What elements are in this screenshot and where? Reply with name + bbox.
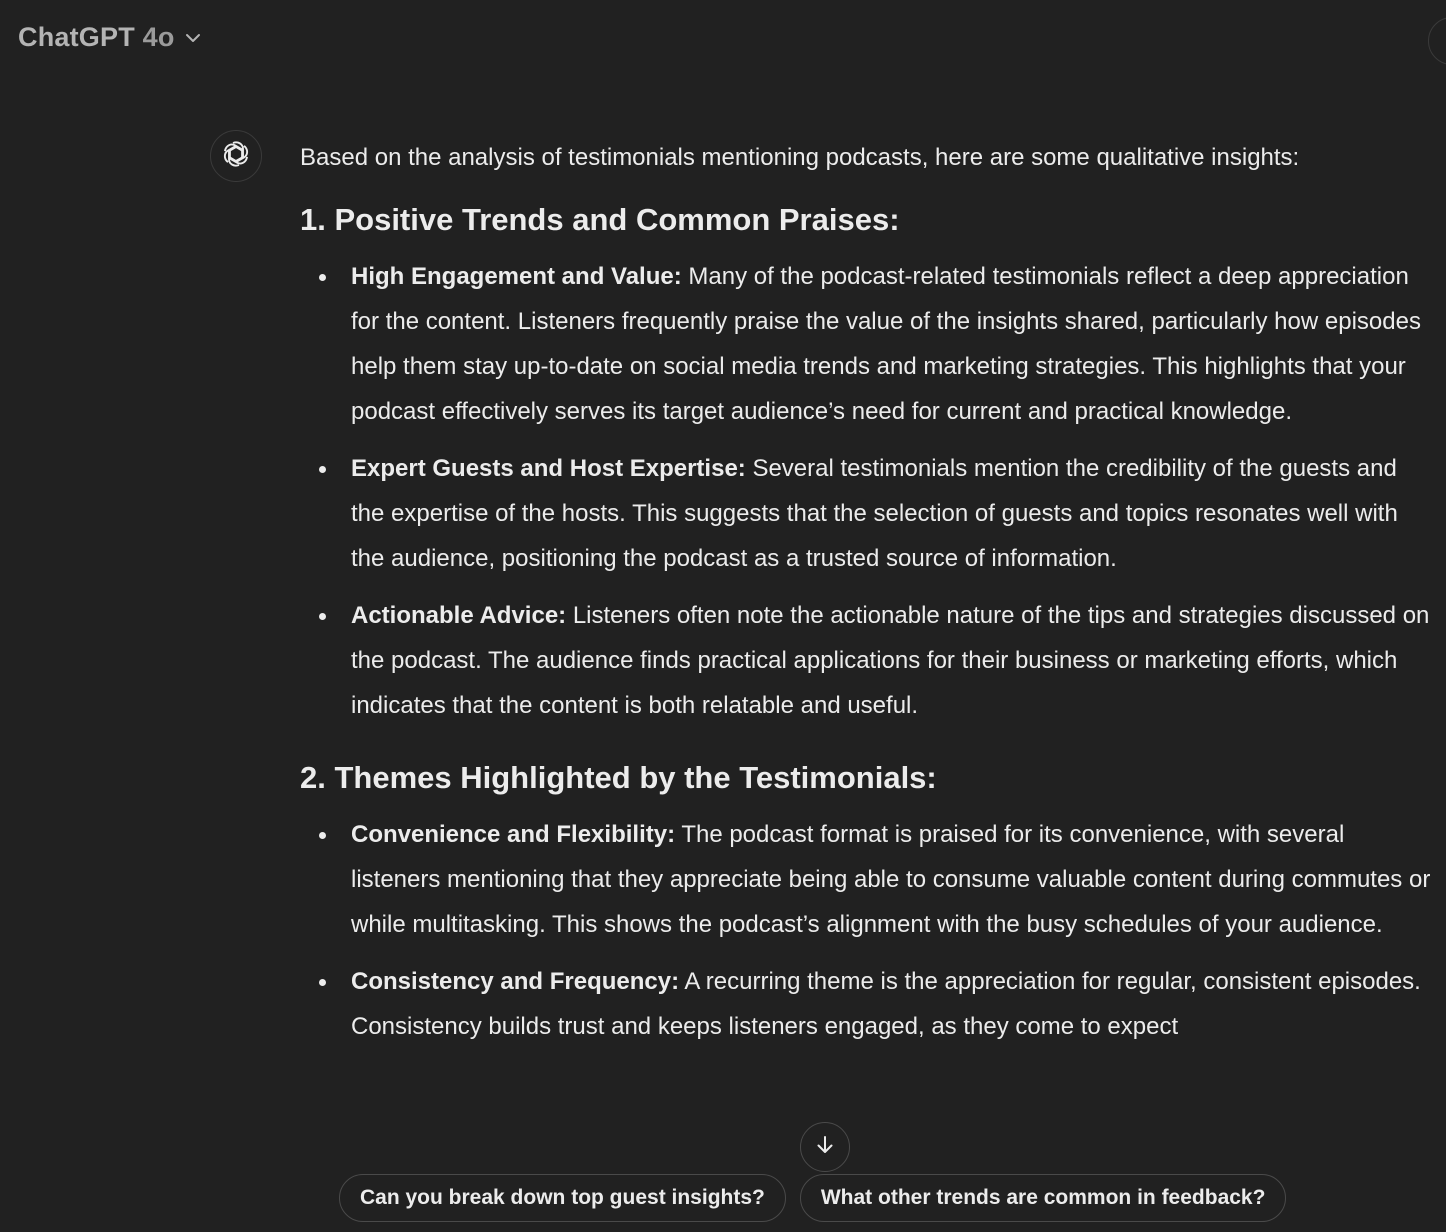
point-title: Convenience and Flexibility: (351, 821, 676, 848)
themes-list (300, 812, 1436, 1049)
list-item (351, 812, 1436, 947)
user-avatar-button[interactable] (1428, 17, 1446, 65)
arrow-down-icon (814, 1134, 836, 1161)
section-heading-positive-trends: 1. Positive Trends and Common Praises: (300, 202, 900, 237)
openai-logo-icon (221, 139, 251, 174)
model-version: 4o (142, 22, 175, 52)
list-item (351, 959, 1436, 1049)
point-title: Consistency and Frequency: (351, 968, 680, 995)
scroll-to-bottom-button[interactable] (800, 1122, 850, 1172)
list-item (351, 446, 1436, 581)
point-title: Actionable Advice: (351, 602, 567, 629)
point-text: Many of the podcast-related testimonials reflect a deep appreciation for the content. Listeners frequently praise the value of the insights shared, particularly how episodes help them stay up-to-date on social media trends and marketing strategies. This highlights that your podcast effectively serves its target audience’s need for current and practical knowledge. (351, 263, 1421, 425)
chevron-down-icon (183, 28, 203, 48)
model-selector[interactable] (10, 16, 211, 59)
assistant-message (300, 138, 1436, 1061)
list-item (351, 254, 1436, 434)
point-text: A recurring theme is the appreciation for regular, consistent episodes. Consistency builds trust and keeps listeners engaged, as they come to expect (351, 968, 1421, 1040)
point-title: Expert Guests and Host Expertise: (351, 455, 746, 482)
section-heading-themes: 2. Themes Highlighted by the Testimonials: (300, 760, 937, 795)
suggestion-guest-insights[interactable]: Can you break down top guest insights? (339, 1174, 786, 1222)
positive-trends-list (300, 254, 1436, 728)
point-text: The podcast format is praised for its convenience, with several listeners mentioning that they appreciate being able to consume valuable content during commutes or while multitasking. This shows the podcast’s alignment with the busy schedules of your audience. (351, 821, 1431, 938)
point-title: High Engagement and Value: (351, 263, 682, 290)
message-intro: Based on the analysis of testimonials mentioning podcasts, here are some qualitative insights: (300, 144, 1300, 171)
assistant-avatar (210, 130, 262, 182)
top-bar (0, 0, 1446, 78)
model-name: ChatGPT 4o (18, 22, 175, 52)
point-text: Several testimonials mention the credibility of the guests and the expertise of the hosts. This suggests that the selection of guests and topics resonates well with the audience, positioning the podcast as a trusted source of information. (351, 455, 1398, 572)
list-item (351, 593, 1436, 728)
suggestion-chips (339, 1174, 1286, 1222)
suggestion-feedback-trends[interactable]: What other trends are common in feedback? (800, 1174, 1287, 1222)
point-text: Listeners often note the actionable nature of the tips and strategies discussed on the podcast. The audience finds practical applications for their business or marketing efforts, which indicates that the content is both relatable and useful. (351, 602, 1430, 719)
